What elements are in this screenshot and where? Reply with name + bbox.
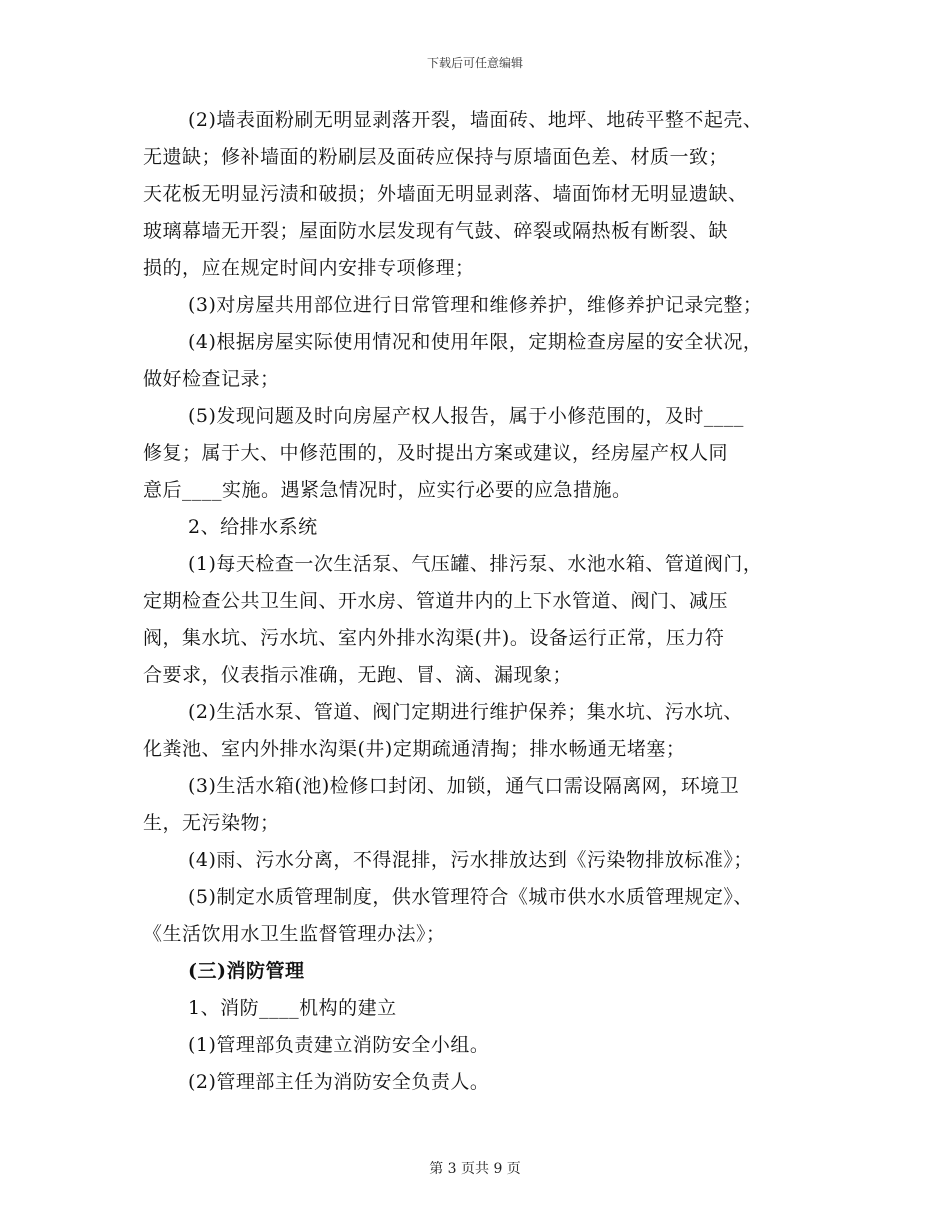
text-line: 2、给排水系统 bbox=[188, 516, 318, 538]
page-header: 下载后可任意编辑 bbox=[426, 56, 523, 70]
text-line: (5)制定水质管理制度，供水管理符合《城市供水水质管理规定》、 bbox=[188, 886, 753, 908]
text-line: 1、消防____机构的建立 bbox=[188, 997, 397, 1019]
text-line: 阀，集水坑、污水坑、室内外排水沟渠(井)。设备运行正常，压力符 bbox=[143, 627, 725, 649]
text-line: 天花板无明显污渍和破损；外墙面无明显剥落、墙面饰材无明显遗缺、 bbox=[143, 183, 748, 205]
text-line: (3)对房屋共用部位进行日常管理和维修养护，维修养护记录完整； bbox=[188, 294, 763, 316]
text-line: (1)每天检查一次生活泵、气压罐、排污泵、水池水箱、管道阀门， bbox=[188, 553, 763, 575]
text-line: 玻璃幕墙无开裂；屋面防水层发现有气鼓、碎裂或隔热板有断裂、缺 bbox=[143, 220, 729, 242]
text-line: 做好检查记录； bbox=[143, 368, 280, 390]
text-line: (1)管理部负责建立消防安全小组。 bbox=[188, 1034, 490, 1056]
text-line: (4)根据房屋实际使用情况和使用年限，定期检查房屋的安全状况， bbox=[188, 331, 763, 353]
text-line: (3)生活水箱(池)检修口封闭、加锁，通气口需设隔离网，环境卫 bbox=[188, 775, 740, 797]
section-heading: (三)消防管理 bbox=[188, 960, 305, 982]
text-line: (2)管理部主任为消防安全负责人。 bbox=[188, 1071, 490, 1093]
text-line: 《生活饮用水卫生监督管理办法》； bbox=[143, 923, 446, 945]
document-body bbox=[143, 102, 823, 1101]
text-line: 定期检查公共卫生间、开水房、管道井内的上下水管道、阀门、减压 bbox=[143, 590, 729, 612]
text-line: 无遗缺；修补墙面的粉刷层及面砖应保持与原墙面色差、材质一致； bbox=[143, 146, 729, 168]
text-line: (5)发现问题及时向房屋产权人报告，属于小修范围的，及时____ bbox=[188, 405, 744, 427]
text-line: (2)墙表面粉刷无明显剥落开裂，墙面砖、地坪、地砖平整不起壳、 bbox=[188, 109, 763, 131]
text-line: 化粪池、室内外排水沟渠(井)定期疏通清掏；排水畅通无堵塞； bbox=[143, 738, 686, 760]
text-line: 损的，应在规定时间内安排专项修理； bbox=[143, 257, 475, 279]
text-line: 意后____实施。遇紧急情况时，应实行必要的应急措施。 bbox=[143, 479, 632, 501]
text-line: (2)生活水泵、管道、阀门定期进行维护保养；集水坑、污水坑、 bbox=[188, 701, 743, 723]
text-line: 修复；属于大、中修范围的，及时提出方案或建议，经房屋产权人同 bbox=[143, 442, 729, 464]
text-line: (4)雨、污水分离，不得混排，污水排放达到《污染物排放标准》； bbox=[188, 849, 753, 871]
text-line: 合要求，仪表指示准确，无跑、冒、滴、漏现象； bbox=[143, 664, 573, 686]
page-footer: 第 3 页共 9 页 bbox=[429, 1161, 521, 1177]
text-line: 生，无污染物； bbox=[143, 812, 280, 834]
